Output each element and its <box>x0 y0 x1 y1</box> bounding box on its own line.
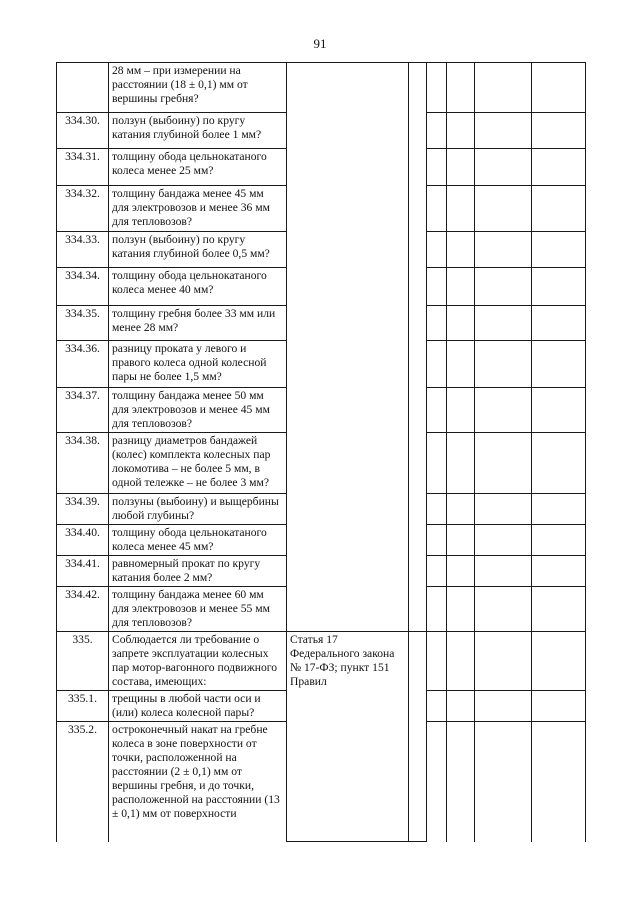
answer-no-cell <box>427 149 447 186</box>
answer-comment-cell <box>475 722 532 842</box>
item-text: остроконечный накат на гребне колеса в зоне поверхности от точки, расположенной на расстоянии (2 ± 0,1) мм от вершины гребня, и до точки, расположенной на расстоянии (13 ± 0,1) мм от поверхности <box>109 722 287 842</box>
answer-na-cell <box>447 722 475 842</box>
answer-no-cell <box>427 525 447 556</box>
answer-note-cell <box>532 587 586 632</box>
answer-no-cell <box>427 587 447 632</box>
item-text: толщину обода цельнокатаного колеса менее 25 мм? <box>109 149 287 186</box>
item-number: 334.37. <box>57 388 109 433</box>
answer-comment-cell <box>475 388 532 433</box>
answer-na-cell <box>447 556 475 587</box>
item-text: толщину обода цельнокатаного колеса менее 45 мм? <box>109 525 287 556</box>
answer-note-cell <box>532 341 586 388</box>
item-number: 334.41. <box>57 556 109 587</box>
answer-no-cell <box>427 632 447 691</box>
item-text: толщину бандажа менее 60 мм для электровозов и менее 55 мм для тепловозов? <box>109 587 287 632</box>
answer-comment-cell <box>475 587 532 632</box>
answer-comment-cell <box>475 525 532 556</box>
item-number <box>57 63 109 113</box>
item-text: равномерный прокат по кругу катания более 2 мм? <box>109 556 287 587</box>
legal-reference: Статья 17 Федерального закона № 17-ФЗ; пункт 151 Правил <box>287 632 409 842</box>
answer-note-cell <box>532 186 586 232</box>
answer-yes-cell <box>409 632 427 842</box>
item-text: Соблюдается ли требование о запрете эксплуатации колесных пар мотор-вагонного подвижного состава, имеющих: <box>109 632 287 691</box>
item-text: трещины в любой части оси и (или) колеса колесной пары? <box>109 691 287 722</box>
answer-note-cell <box>532 691 586 722</box>
answer-no-cell <box>427 433 447 494</box>
page-number: 91 <box>313 36 327 51</box>
table-row <box>57 632 586 691</box>
item-text: толщину бандажа менее 50 мм для электровозов и менее 45 мм для тепловозов? <box>109 388 287 433</box>
answer-na-cell <box>447 388 475 433</box>
answer-yes-cell <box>409 63 427 632</box>
table-row <box>57 63 586 113</box>
answer-comment-cell <box>475 186 532 232</box>
answer-no-cell <box>427 306 447 341</box>
answer-comment-cell <box>475 341 532 388</box>
item-number: 334.34. <box>57 268 109 306</box>
item-number: 335.2. <box>57 722 109 842</box>
answer-comment-cell <box>475 556 532 587</box>
answer-na-cell <box>447 587 475 632</box>
item-text: разницу проката у левого и правого колеса одной колесной пары не более 1,5 мм? <box>109 341 287 388</box>
answer-no-cell <box>427 63 447 113</box>
item-text: толщину гребня более 33 мм или менее 28 мм? <box>109 306 287 341</box>
answer-note-cell <box>532 556 586 587</box>
answer-comment-cell <box>475 632 532 691</box>
answer-note-cell <box>532 388 586 433</box>
answer-comment-cell <box>475 268 532 306</box>
answer-note-cell <box>532 494 586 525</box>
answer-comment-cell <box>475 232 532 268</box>
item-number: 334.35. <box>57 306 109 341</box>
answer-comment-cell <box>475 113 532 149</box>
answer-na-cell <box>447 268 475 306</box>
answer-no-cell <box>427 113 447 149</box>
answer-comment-cell <box>475 63 532 113</box>
item-text: ползун (выбоину) по кругу катания глубиной более 0,5 мм? <box>109 232 287 268</box>
answer-na-cell <box>447 232 475 268</box>
answer-comment-cell <box>475 306 532 341</box>
answer-na-cell <box>447 186 475 232</box>
answer-note-cell <box>532 722 586 842</box>
answer-no-cell <box>427 722 447 842</box>
answer-no-cell <box>427 388 447 433</box>
item-text: ползун (выбоину) по кругу катания глубиной более 1 мм? <box>109 113 287 149</box>
answer-no-cell <box>427 341 447 388</box>
item-number: 334.39. <box>57 494 109 525</box>
answer-no-cell <box>427 232 447 268</box>
answer-na-cell <box>447 113 475 149</box>
answer-comment-cell <box>475 691 532 722</box>
answer-na-cell <box>447 494 475 525</box>
answer-na-cell <box>447 525 475 556</box>
answer-comment-cell <box>475 494 532 525</box>
answer-na-cell <box>447 632 475 691</box>
answer-comment-cell <box>475 149 532 186</box>
item-text: разницу диаметров бандажей (колес) комплекта колесных пар локомотива – не более 5 мм, в одной тележке – не более 3 мм? <box>109 433 287 494</box>
answer-note-cell <box>532 306 586 341</box>
item-number: 334.42. <box>57 587 109 632</box>
answer-na-cell <box>447 149 475 186</box>
item-number: 334.30. <box>57 113 109 149</box>
item-number: 335. <box>57 632 109 691</box>
answer-no-cell <box>427 186 447 232</box>
answer-no-cell <box>427 556 447 587</box>
answer-no-cell <box>427 691 447 722</box>
item-text: толщину бандажа менее 45 мм для электровозов и менее 36 мм для тепловозов? <box>109 186 287 232</box>
answer-note-cell <box>532 632 586 691</box>
answer-note-cell <box>532 63 586 113</box>
answer-note-cell <box>532 232 586 268</box>
item-text: ползуны (выбоину) и выщербины любой глубины? <box>109 494 287 525</box>
answer-no-cell <box>427 268 447 306</box>
answer-note-cell <box>532 113 586 149</box>
item-number: 334.31. <box>57 149 109 186</box>
checklist-table <box>56 62 586 842</box>
answer-no-cell <box>427 494 447 525</box>
answer-note-cell <box>532 433 586 494</box>
answer-note-cell <box>532 268 586 306</box>
item-number: 334.38. <box>57 433 109 494</box>
answer-note-cell <box>532 525 586 556</box>
item-number: 334.40. <box>57 525 109 556</box>
answer-na-cell <box>447 306 475 341</box>
answer-na-cell <box>447 433 475 494</box>
answer-note-cell <box>532 149 586 186</box>
answer-na-cell <box>447 691 475 722</box>
item-text: 28 мм – при измерении на расстоянии (18 ± 0,1) мм от вершины гребня? <box>109 63 287 113</box>
item-number: 334.33. <box>57 232 109 268</box>
legal-reference-cell <box>287 63 409 632</box>
item-number: 334.32. <box>57 186 109 232</box>
answer-na-cell <box>447 63 475 113</box>
item-number: 335.1. <box>57 691 109 722</box>
answer-na-cell <box>447 341 475 388</box>
item-text: толщину обода цельнокатаного колеса менее 40 мм? <box>109 268 287 306</box>
answer-comment-cell <box>475 433 532 494</box>
item-number: 334.36. <box>57 341 109 388</box>
